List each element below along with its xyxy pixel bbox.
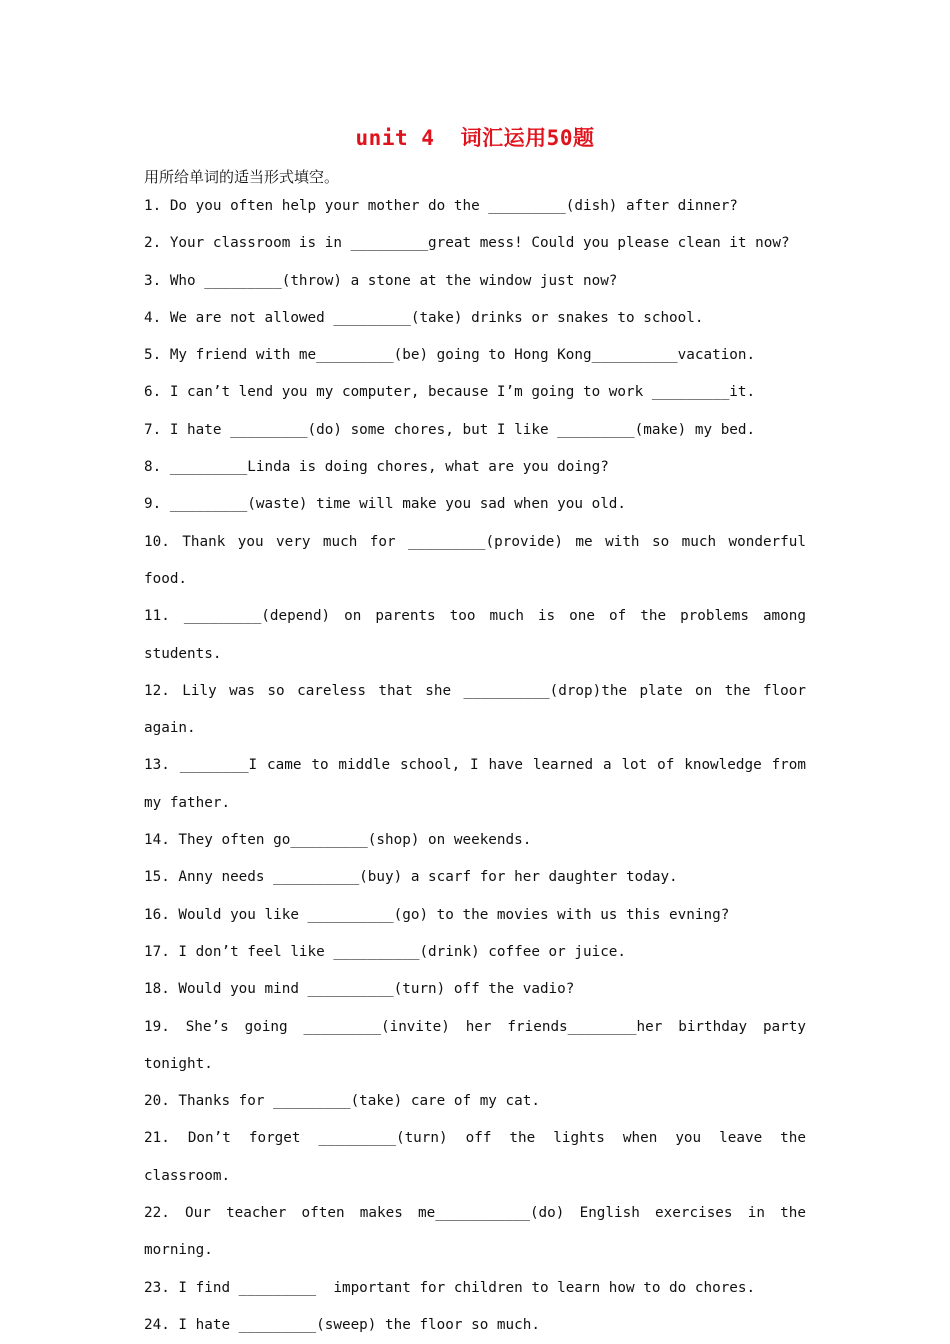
- question-item: 20. Thanks for _________(take) care of my cat.: [144, 1093, 540, 1110]
- question-item: 9. _________(waste) time will make you sad when you old.: [144, 496, 627, 513]
- question-item: 7. I hate _________(do) some chores, but I like _________(make) my bed.: [144, 421, 756, 438]
- question-item: 3. Who _________(throw) a stone at the window just now?: [144, 272, 618, 289]
- question-item: 23. I find _________ important for children to learn how to do chores.: [144, 1279, 756, 1296]
- question-item: 1. Do you often help your mother do the _________(dish) after dinner?: [144, 198, 738, 214]
- question-item: 4. We are not allowed _________(take) drinks or snakes to school.: [144, 309, 704, 326]
- question-item: 16. Would you like __________(go) to the movies with us this evning?: [144, 906, 730, 923]
- question-item: 18. Would you mind __________(turn) off the vadio?: [144, 981, 575, 998]
- question-item: 13. ________I came to middle school, I have learned a lot of knowledge from my father.: [144, 757, 815, 811]
- question-item: 2. Your classroom is in _________great mess! Could you please clean it now?: [144, 235, 790, 252]
- question-item: 8. _________Linda is doing chores, what are you doing?: [144, 459, 609, 476]
- question-item: 12. Lily was so careless that she __________(drop)the plate on the floor again.: [144, 682, 815, 737]
- question-item: 22. Our teacher often makes me___________(do) English exercises in the morning.: [144, 1205, 815, 1259]
- question-item: 5. My friend with me_________(be) going to Hong Kong__________vacation.: [144, 347, 756, 364]
- question-list: [144, 188, 815, 1344]
- question-item: 19. She’s going _________(invite) her friends________her birthday party tonight.: [144, 1018, 815, 1072]
- question-item: 24. I hate _________(sweep) the floor so much.: [144, 1316, 540, 1333]
- instruction-text: 用所给单词的适当形式填空。: [144, 168, 340, 186]
- question-item: 14. They often go_________(shop) on weekends.: [144, 832, 532, 849]
- question-item: 21. Don’t forget _________(turn) off the lights when you leave the classroom.: [144, 1130, 815, 1184]
- question-item: 15. Anny needs __________(buy) a scarf for her daughter today.: [144, 869, 678, 886]
- page-title: unit 4 词汇运用50题: [355, 126, 595, 150]
- question-item: 17. I don’t feel like __________(drink) coffee or juice.: [144, 943, 627, 960]
- question-item: 10. Thank you very much for _________(provide) me with so much wonderful food.: [144, 533, 815, 587]
- question-item: 6. I can’t lend you my computer, because I’m going to work _________it.: [144, 384, 756, 401]
- question-item: 11. _________(depend) on parents too much is one of the problems among students.: [144, 608, 815, 662]
